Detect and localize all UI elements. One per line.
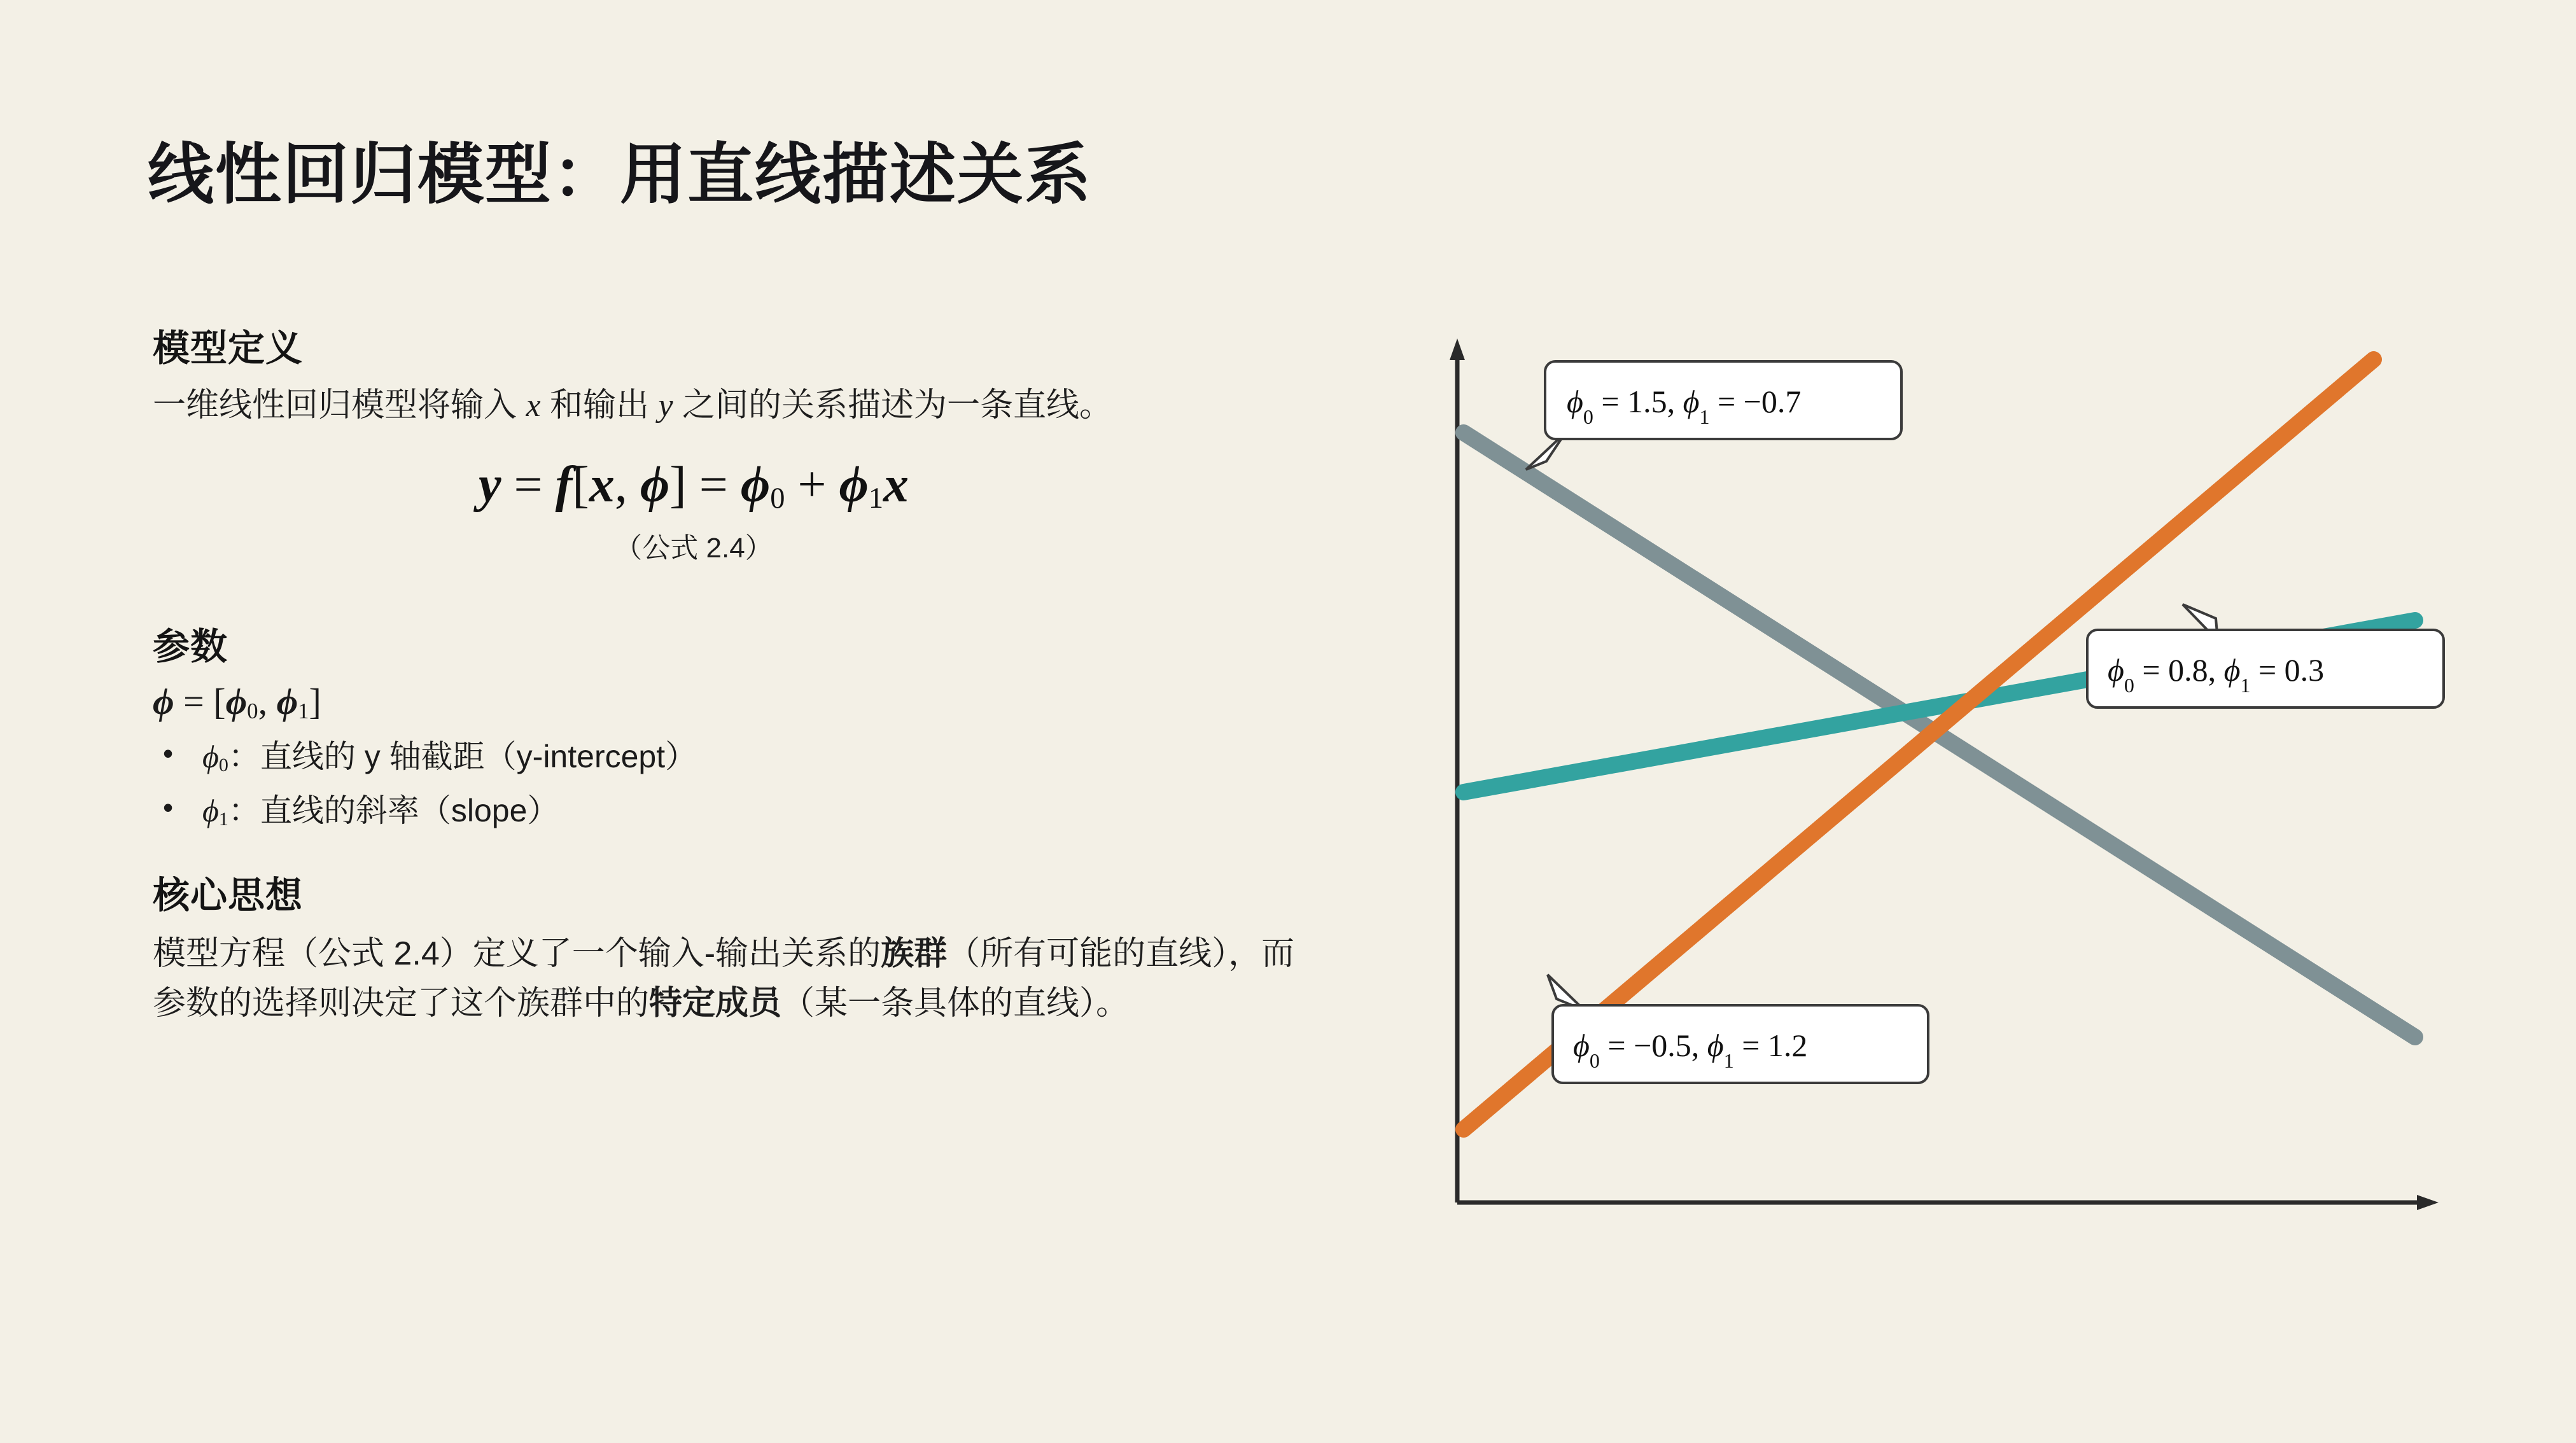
left-content-column <box>153 318 1324 1028</box>
definition-text-3: 之间的关系描述为一条直线。 <box>673 387 1112 424</box>
core-idea-text-3: （某一条具体的直线）。 <box>781 984 1130 1022</box>
callout-orange-label: $\phi_0 = -0.5$, $\phi_1 = 1.2$ <box>1573 1028 1808 1072</box>
page-title: 线性回归模型：用直线描述关系 <box>148 138 1093 212</box>
callout-gray-label: $\phi_0 = 1.5$, $\phi_1 = -0.7$ <box>1567 384 1802 428</box>
core-idea-paragraph <box>153 929 1324 1028</box>
callout-gray <box>1526 361 1901 470</box>
definition-text-1: 一维线性回归模型将输入 <box>153 387 526 424</box>
section-heading-parameters: 参数 <box>153 625 228 667</box>
definition-paragraph <box>153 382 1324 429</box>
x-axis-arrow <box>2417 1195 2439 1210</box>
section-parameters <box>153 617 1324 835</box>
bullet-text-phi1: ：直线的斜率（slope） <box>228 792 559 828</box>
formula-block <box>153 456 1235 565</box>
callout-teal-label: $\phi_0 = 0.8$, $\phi_1 = 0.3$ <box>2108 652 2325 697</box>
formula-equation: y = f[x, $\phi] = \phi_0 + \phi_1x$ <box>478 457 909 515</box>
list-item <box>153 787 1324 835</box>
section-model-definition <box>153 318 1324 566</box>
variable-x: x <box>526 387 541 424</box>
core-idea-bold-family: 族群 <box>881 935 948 972</box>
bullet-symbol-phi0: $\phi_0$ <box>202 738 228 776</box>
section-heading-core-idea: 核心思想 <box>153 874 304 916</box>
parameter-vector: $\phi = [\phi_0$, $\phi_1$] <box>153 680 321 723</box>
bullet-symbol-phi1: $\phi_1$ <box>202 792 228 830</box>
core-idea-text-1: 模型方程（公式 2.4）定义了一个输入-输出关系的 <box>153 935 881 972</box>
y-axis-arrow <box>1450 338 1465 360</box>
bullet-text-phi0: ：直线的 y 轴截距（y-intercept） <box>228 738 697 774</box>
section-heading-definition: 模型定义 <box>153 328 304 369</box>
regression-lines-chart <box>1432 331 2463 1253</box>
section-core-idea <box>153 865 1324 1028</box>
core-idea-bold-member: 特定成员 <box>649 984 782 1022</box>
callout-orange <box>1548 975 1928 1083</box>
variable-y: y <box>658 387 673 424</box>
core-idea-text-2: （所有可能的直线），而参数的选择则决定了这个族群中的 <box>153 935 1295 1022</box>
chart-svg <box>1432 331 2463 1253</box>
definition-text-2: 和输出 <box>540 387 659 424</box>
formula-caption: （公式 2.4） <box>614 532 773 564</box>
parameter-bullet-list <box>153 733 1324 835</box>
list-item <box>153 733 1324 781</box>
